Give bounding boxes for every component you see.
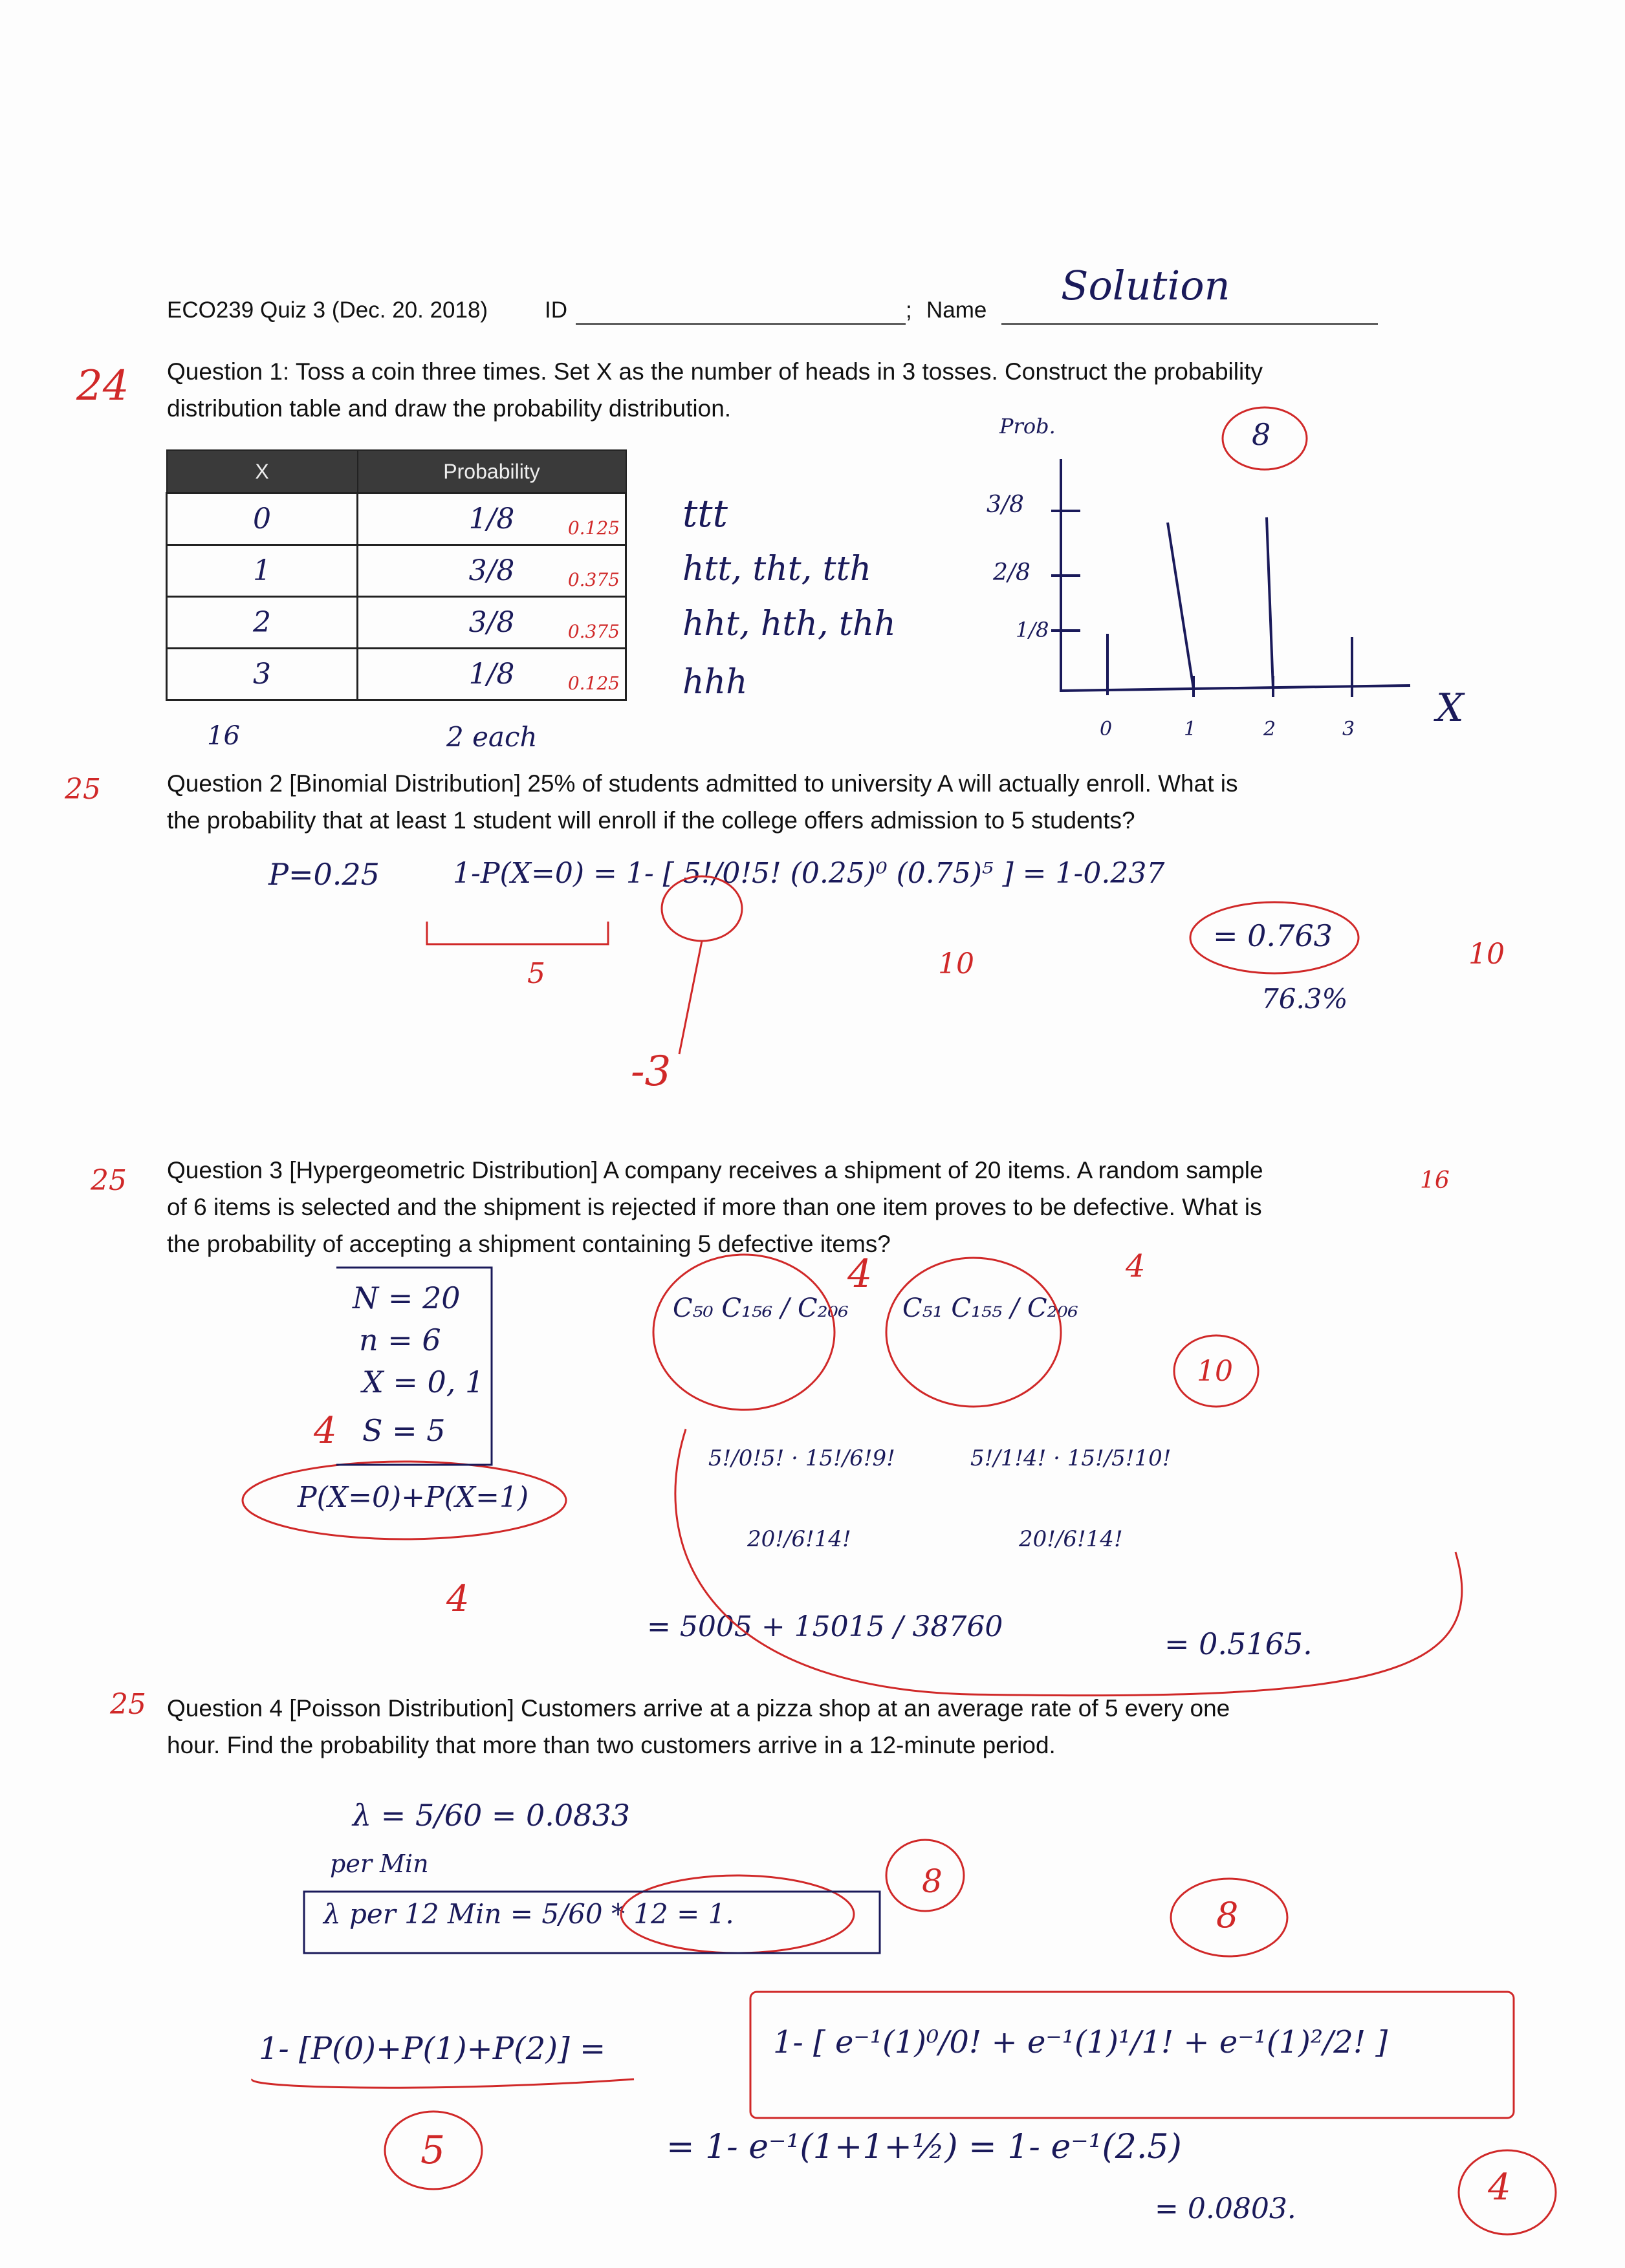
table-header-x: X xyxy=(167,450,358,493)
note-16: 16 xyxy=(207,721,240,751)
q4-per-min: per Min xyxy=(330,1850,429,1878)
name-value: Solution xyxy=(1061,262,1230,309)
q3-fact-2-den: 20!/6!14! xyxy=(1019,1526,1123,1552)
q2-mark-5: 5 xyxy=(527,957,545,990)
outcome-2: hht, hth, thh xyxy=(682,605,896,643)
q4-underline xyxy=(252,2079,634,2088)
graph-x-label: X xyxy=(1436,686,1464,731)
q3-mark-4-b: 4 xyxy=(1126,1248,1146,1284)
q3-mark-circle xyxy=(1174,1335,1258,1407)
q3-circle-2 xyxy=(886,1258,1061,1407)
q3-fact-2-num: 5!/1!4! · 15!/5!10! xyxy=(970,1445,1172,1471)
name-label: Name xyxy=(926,297,987,323)
table-cell-x: 3 xyxy=(167,649,358,700)
q2-work: 1-P(X=0) = 1- [ 5!/0!5! (0.25)⁰ (0.75)⁵ ] = 1-0.237 xyxy=(453,857,1165,890)
q4-lambda-12: λ per 12 Min = 5/60 * 12 = 1. xyxy=(323,1898,734,1930)
graph-y-tick-1-8: 1/8 xyxy=(1016,618,1049,642)
q4-text-line1: Question 4 [Poisson Distribution] Customers arrive at a pizza shop at an average rate of 5 every one xyxy=(167,1695,1230,1722)
graph-x-tick-2: 2 xyxy=(1263,718,1276,740)
q4-circle-a xyxy=(886,1840,964,1911)
decimal: 0.375 xyxy=(567,621,620,642)
x-axis xyxy=(1061,686,1410,691)
q4-circle-b xyxy=(1171,1879,1287,1956)
q2-score: 25 xyxy=(65,773,101,806)
bar-x1 xyxy=(1168,523,1194,689)
graph-y-tick-2-8: 2/8 xyxy=(993,559,1031,586)
q2-text-line2: the probability that at least 1 student will enroll if the college offers admission to 5 students? xyxy=(167,807,1135,834)
q4-lambda-box xyxy=(304,1892,880,1953)
q4-mark-4: 4 xyxy=(1488,2166,1511,2209)
q3-prob-circle xyxy=(243,1462,566,1539)
q4-expr-right: 1- [ e⁻¹(1)⁰/0! + e⁻¹(1)¹/1! + e⁻¹(1)²/2! ] xyxy=(773,2024,1388,2060)
q1-score: 24 xyxy=(76,362,129,410)
outcome-3: hhh xyxy=(682,663,748,702)
graph-score-circle xyxy=(1223,407,1307,470)
q4-box xyxy=(750,1992,1514,2118)
q3-text-line2: of 6 items is selected and the shipment is rejected if more than one item proves to be defective. What is xyxy=(167,1194,1262,1220)
q3-comb-2: C₅₁ C₁₅₅ / C₂₀₆ xyxy=(902,1293,1078,1323)
note-each: 2 each xyxy=(446,721,538,753)
graph-y-label: Prob. xyxy=(999,414,1056,438)
q3-mark-4-c: 4 xyxy=(314,1410,337,1452)
outcome-1: htt, tht, tth xyxy=(682,550,871,589)
q3-givens-box xyxy=(304,1268,880,1953)
graph-x-tick-3: 3 xyxy=(1342,718,1355,740)
q2-result: = 0.763 xyxy=(1213,918,1333,953)
q4-circle-4 xyxy=(1459,2150,1556,2234)
table-header-probability: Probability xyxy=(358,450,626,493)
fraction: 1/8 xyxy=(468,502,515,535)
q3-result: = 0.5165. xyxy=(1164,1626,1313,1661)
q1-text-line1: Question 1: Toss a coin three times. Set X as the number of heads in 3 tosses. Construct the probability xyxy=(167,358,1263,385)
q2-circle-a xyxy=(662,876,742,941)
q2-p: P=0.25 xyxy=(268,857,380,892)
outcome-0: ttt xyxy=(682,491,728,535)
q3-prob-expr: P(X=0)+P(X=1) xyxy=(298,1481,529,1514)
given-X: X = 0, 1 xyxy=(362,1365,485,1399)
fraction: 3/8 xyxy=(468,554,515,587)
decimal: 0.125 xyxy=(567,673,620,694)
graph-score: 8 xyxy=(1252,417,1271,452)
q3-fact-1-den: 20!/6!14! xyxy=(747,1526,851,1552)
q4-lambda-circle xyxy=(621,1875,854,1953)
q3-score: 25 xyxy=(91,1164,127,1197)
fraction: 3/8 xyxy=(468,606,515,639)
q2-mark-10: 10 xyxy=(938,947,974,980)
q3-text-line3: the probability of accepting a shipment containing 5 defective items? xyxy=(167,1231,891,1257)
q2-percent: 76.3% xyxy=(1261,983,1348,1015)
table-cell-x: 0 xyxy=(167,493,358,545)
q3-fact-1-num: 5!/0!5! · 15!/6!9! xyxy=(708,1445,895,1471)
q2-arrow xyxy=(679,941,702,1054)
decimal: 0.125 xyxy=(567,517,620,539)
q4-result: = 0.0803. xyxy=(1155,2192,1296,2225)
q4-mark-8-a: 8 xyxy=(922,1863,943,1900)
q4-lambda-min: λ = 5/60 = 0.0833 xyxy=(353,1798,630,1833)
q4-circle-5 xyxy=(385,2111,482,2189)
id-label: ID xyxy=(545,297,567,323)
givens-bracket xyxy=(336,1268,492,1465)
q4-mark-5: 5 xyxy=(420,2128,446,2173)
q4-line3: = 1- e⁻¹(1+1+½) = 1- e⁻¹(2.5) xyxy=(666,2128,1182,2166)
separator: ; xyxy=(906,297,912,323)
graph-x-tick-0: 0 xyxy=(1100,718,1113,740)
q3-loop xyxy=(675,1429,1462,1696)
given-S: S = 5 xyxy=(362,1413,446,1448)
decimal: 0.375 xyxy=(567,569,620,590)
q4-expr-left: 1- [P(0)+P(1)+P(2)] = xyxy=(259,2031,606,2067)
q3-mark-4-d: 4 xyxy=(446,1578,470,1620)
grading-marks xyxy=(243,407,1556,2234)
q2-result-circle xyxy=(1190,902,1358,973)
q1-graph xyxy=(1051,459,1410,697)
q3-circle-1 xyxy=(653,1255,834,1410)
table-cell-x: 1 xyxy=(167,545,358,597)
given-N: N = 20 xyxy=(353,1280,461,1315)
fraction: 1/8 xyxy=(468,658,515,691)
q3-sum: = 5005 + 15015 / 38760 xyxy=(647,1610,1003,1643)
q3-mark-4-a: 4 xyxy=(847,1251,873,1297)
q2-deduction: -3 xyxy=(631,1048,671,1096)
bar-x2 xyxy=(1267,517,1273,689)
q3-text-line1: Question 3 [Hypergeometric Distribution] A company receives a shipment of 20 items. A random sample xyxy=(167,1157,1263,1183)
q2-bracket xyxy=(427,922,608,944)
table-cell-x: 2 xyxy=(167,597,358,649)
q4-text-line2: hour. Find the probability that more than two customers arrive in a 12-minute period. xyxy=(167,1732,1056,1758)
q2-text-line1: Question 2 [Binomial Distribution] 25% of students admitted to university A will actually enroll. What is xyxy=(167,770,1238,797)
q1-text-line2: distribution table and draw the probability distribution. xyxy=(167,395,732,422)
q3-mark-10: 10 xyxy=(1197,1355,1233,1388)
q2-mark-10-right: 10 xyxy=(1468,938,1505,971)
q4-mark-8-b: 8 xyxy=(1216,1895,1239,1936)
q3-comb-1: C₅₀ C₁₅₆ / C₂₀₆ xyxy=(673,1293,849,1323)
course-header: ECO239 Quiz 3 (Dec. 20. 2018) xyxy=(167,297,488,323)
graph-y-tick-3-8: 3/8 xyxy=(987,491,1024,518)
q3-side-mark: 16 xyxy=(1420,1167,1450,1194)
given-n: n = 6 xyxy=(359,1323,441,1357)
q4-score: 25 xyxy=(110,1688,146,1721)
graph-x-tick-1: 1 xyxy=(1184,718,1197,740)
